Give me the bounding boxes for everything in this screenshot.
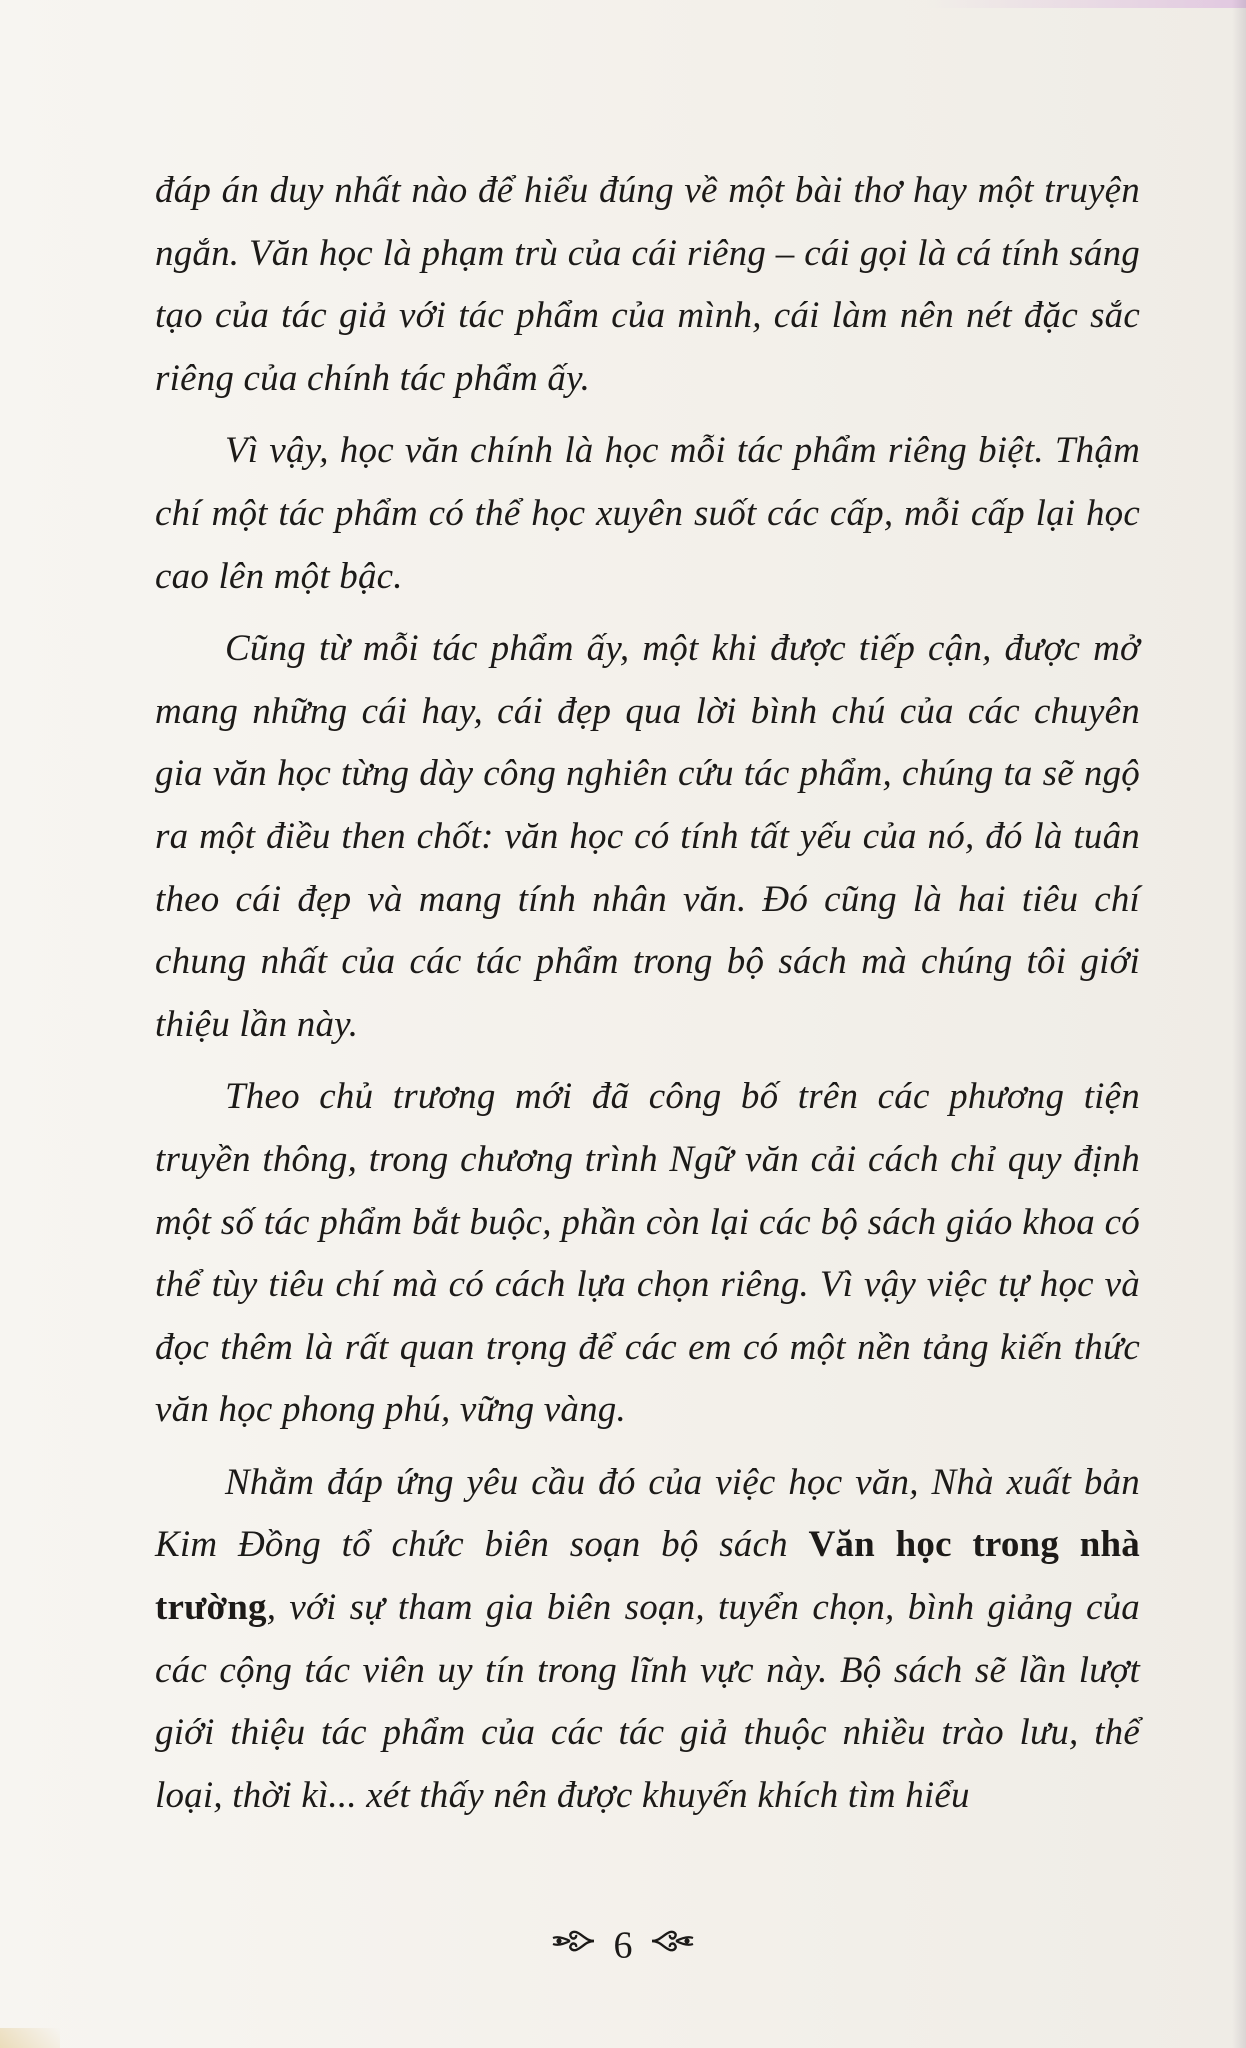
page-corner-tint	[0, 2028, 60, 2048]
paragraph-4: Theo chủ trương mới đã công bố trên các phương tiện truyền thông, trong chương trình Ngữ văn cải cách chỉ quy định một số tác phẩm bắt buộc, phần còn lại các bộ sách giáo khoa có thể tùy tiêu chí mà có cách lựa chọn riêng. Vì vậy việc tự học và đọc thêm là rất quan trọng để các em có một nền tảng kiến thức văn học phong phú, vững vàng.	[155, 1076, 1140, 1431]
page-top-tint	[926, 0, 1246, 8]
body-text	[155, 160, 1140, 1837]
page-edge-shadow	[1232, 0, 1246, 2048]
floral-ornament-left-icon	[550, 1926, 596, 1965]
paragraph-3: Cũng từ mỗi tác phẩm ấy, một khi được tiếp cận, được mở mang những cái hay, cái đẹp qua lời bình chú của các chuyên gia văn học từng dày công nghiên cứu tác phẩm, chúng ta sẽ ngộ ra một điều then chốt: văn học có tính tất yếu của nó, đó là tuân theo cái đẹp và mang tính nhân văn. Đó cũng là hai tiêu chí chung nhất của các tác phẩm trong bộ sách mà chúng tôi giới thiệu lần này.	[155, 628, 1140, 1045]
page-footer	[0, 1920, 1246, 1967]
series-title: Văn học trong nhà trường	[155, 1524, 1140, 1629]
paragraph-2: Vì vậy, học văn chính là học mỗi tác phẩm riêng biệt. Thậm chí một tác phẩm có thể học xuyên suốt các cấp, mỗi cấp lại học cao lên một bậc.	[155, 430, 1140, 597]
paragraph-5-lead: Nhằm đáp ứng yêu cầu đó của việc học văn, Nhà xuất bản Kim Đồng tổ chức biên soạn bộ sách	[155, 1461, 1140, 1566]
floral-ornament-right-icon	[650, 1926, 696, 1965]
paragraph-5	[155, 1452, 1140, 1828]
page-number: 6	[613, 1924, 633, 1967]
paragraph-1: đáp án duy nhất nào để hiểu đúng về một bài thơ hay một truyện ngắn. Văn học là phạm trù của cái riêng – cái gọi là cá tính sáng tạo của tác giả với tác phẩm của mình, cái làm nên nét đặc sắc riêng của chính tác phẩm ấy.	[155, 170, 1140, 399]
paragraph-5-rest: , với sự tham gia biên soạn, tuyển chọn, bình giảng của các cộng tác viên uy tín trong lĩnh vực này. Bộ sách sẽ lần lượt giới thiệu tác phẩm của các tác giả thuộc nhiều trào lưu, thể loại, thời kì... xét thấy nên được khuyến khích tìm hiểu	[155, 1587, 1140, 1816]
